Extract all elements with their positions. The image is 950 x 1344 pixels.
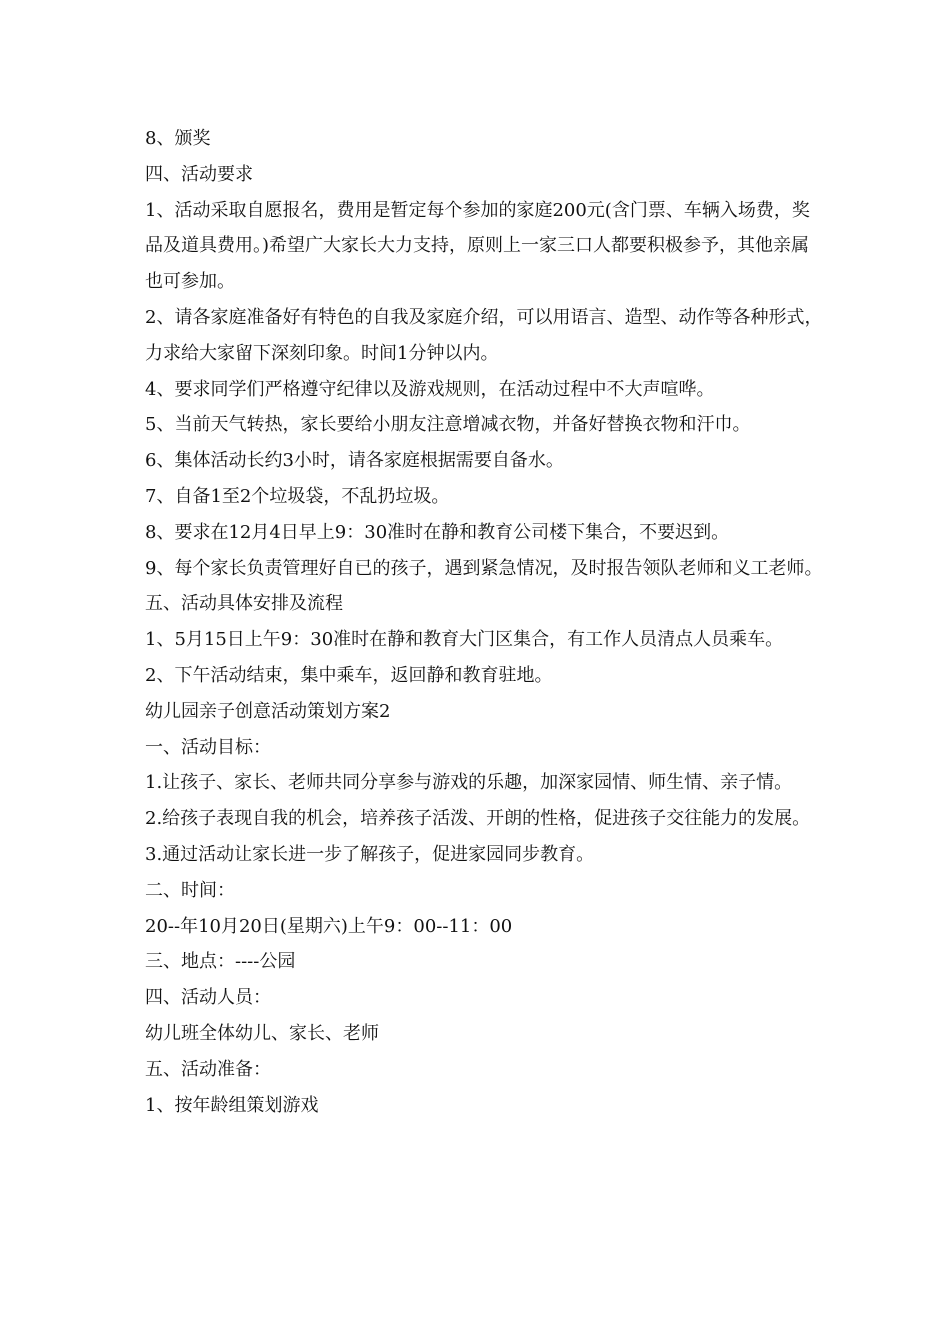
requirement-item-5: 5、当前天气转热，家长要给小朋友注意增减衣物，并备好替换衣物和汗巾。 [145,414,751,436]
plan-title: 幼儿园亲子创意活动策划方案2 [145,700,391,722]
requirement-item-6: 6、集体活动长约3小时，请各家庭根据需要自备水。 [145,450,564,472]
requirement-item-9: 9、每个家长负责管理好自已的孩子，遇到紧急情况，及时报告领队老师和义工老师。 [145,557,823,579]
section-heading-requirements: 四、活动要求 [145,163,253,185]
list-item-award: 8、颁奖 [145,128,211,149]
goal-item-2: 2.给孩子表现自我的机会，培养孩子活泼、开朗的性格，促进孩子交往能力的发展。 [145,808,811,830]
goal-item-1: 1.让孩子、家长、老师共同分享参与游戏的乐趣，加深家园情、师生情、亲子情。 [145,772,793,794]
schedule-item-2: 2、下午活动结束，集中乘车，返回静和教育驻地。 [145,664,553,686]
time-value: 20--年10月20日(星期六)上午9：00--11：00 [145,915,513,937]
section-heading-goals: 一、活动目标： [145,736,271,758]
section-heading-time: 二、时间： [145,879,235,901]
goal-item-3: 3.通过活动让家长进一步了解孩子，促进家园同步教育。 [145,843,595,865]
requirement-item-4: 4、要求同学们严格遵守纪律以及游戏规则，在活动过程中不大声喧哗。 [145,378,715,400]
section-heading-schedule: 五、活动具体安排及流程 [145,593,343,615]
requirement-item-7: 7、自备1至2个垃圾袋，不乱扔垃圾。 [145,485,450,507]
section-heading-participants: 四、活动人员： [145,987,271,1009]
document-body [145,121,825,1123]
preparation-item-1: 1、按年龄组策划游戏 [145,1094,319,1116]
section-heading-location: 三、地点：----公园 [145,951,296,973]
schedule-item-1: 1、5月15日上午9：30准时在静和教育大门区集合，有工作人员清点人员乘车。 [145,629,784,651]
participants-value: 幼儿班全体幼儿、家长、老师 [145,1022,379,1044]
section-heading-preparation: 五、活动准备： [145,1058,271,1080]
requirement-item-2: 2、请各家庭准备好有特色的自我及家庭介绍，可以用语言、造型、动作等各种形式，力求给大家留下深刻印象。时间1分钟以内。 [145,306,823,364]
requirement-item-8: 8、要求在12月4日早上9：30准时在静和教育公司楼下集合，不要迟到。 [145,521,730,543]
requirement-item-1: 1、活动采取自愿报名，费用是暂定每个参加的家庭200元(含门票、车辆入场费，奖品及道具费用。)希望广大家长大力支持，原则上一家三口人都要积极参予，其他亲属也可参加。 [145,199,810,293]
